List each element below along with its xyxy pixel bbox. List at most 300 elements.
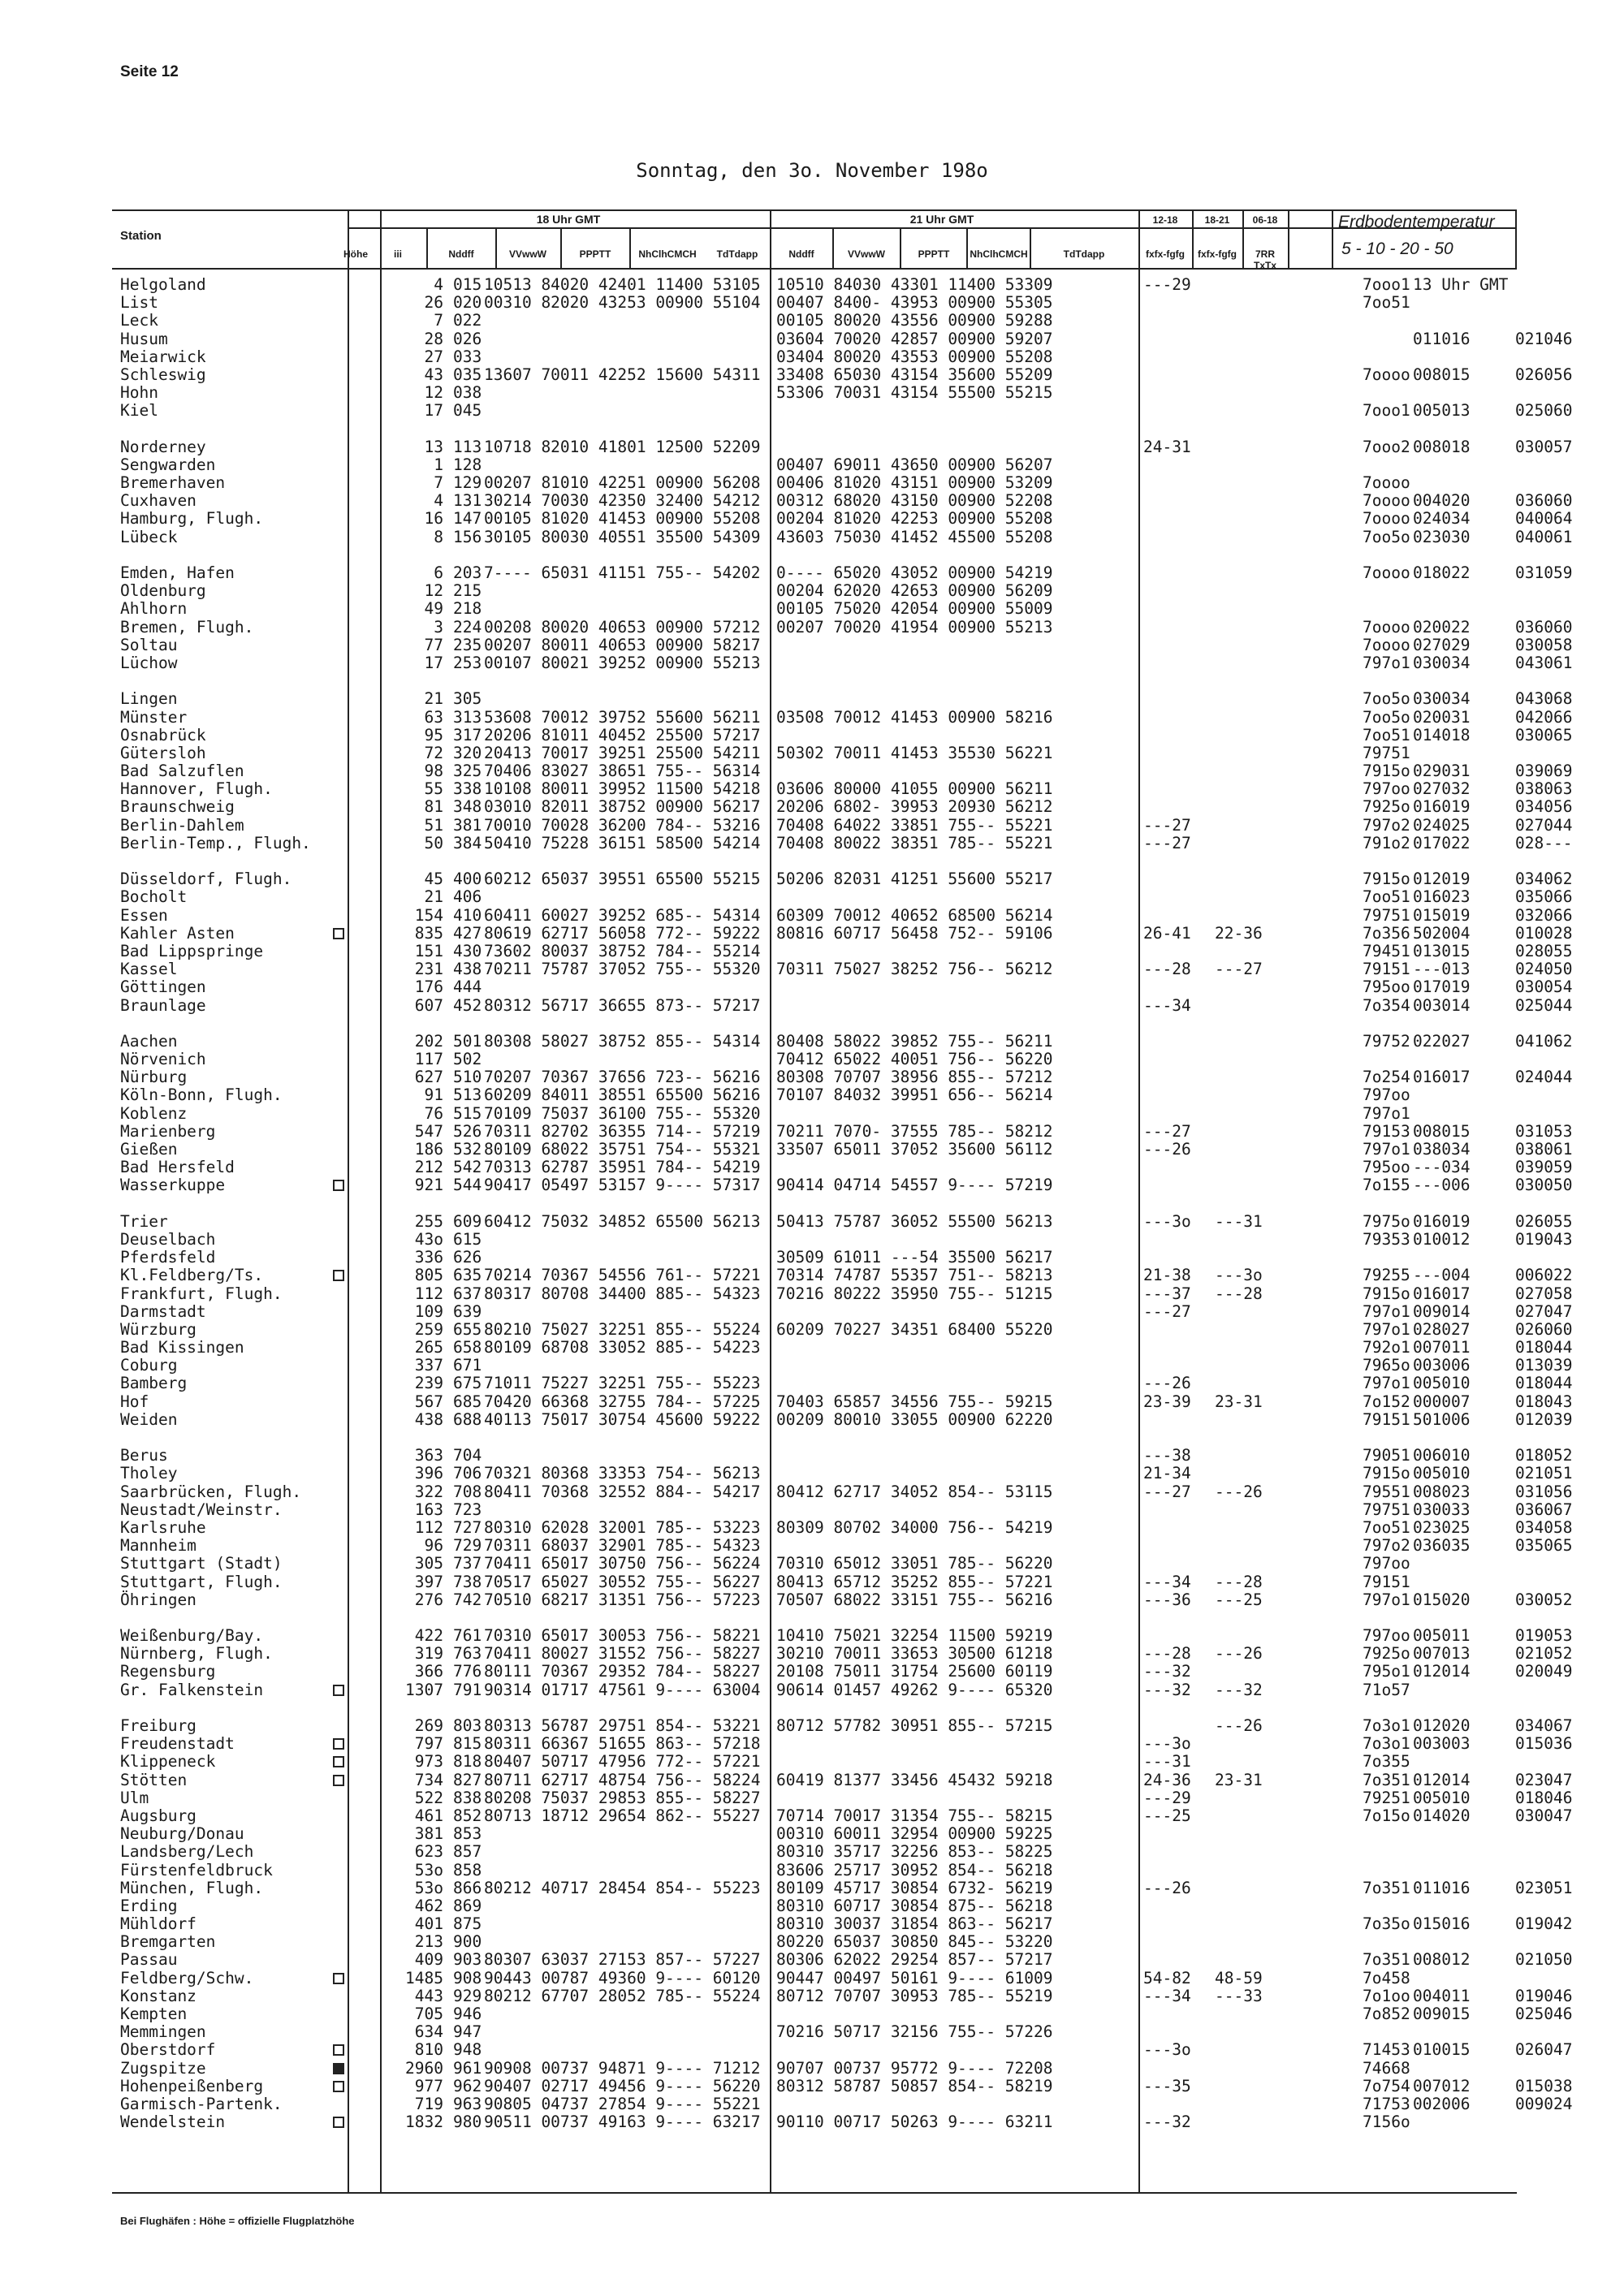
table-row bbox=[120, 905, 1573, 925]
soil-temp-a: 011016 bbox=[1413, 1878, 1471, 1897]
soil-temp-a: 008015 bbox=[1413, 1121, 1471, 1141]
obs-18-gmt: 70310 65017 30053 756-- 58221 bbox=[484, 1626, 761, 1646]
station-id: 384 bbox=[453, 833, 482, 852]
station-name: Neuburg/Donau bbox=[120, 1824, 244, 1844]
obs-18-gmt: 71011 75227 32251 755-- 55223 bbox=[484, 1374, 761, 1393]
table-row bbox=[120, 995, 1573, 1015]
table-row bbox=[120, 600, 1517, 618]
gust-12-18: ---34 bbox=[1143, 995, 1191, 1015]
station-height: 2960 bbox=[405, 2058, 443, 2078]
obs-18-gmt: 80212 67707 28052 785-- 55224 bbox=[484, 1986, 761, 2005]
soil-temp-b: 034062 bbox=[1515, 870, 1573, 889]
station-id: 908 bbox=[453, 1968, 482, 1987]
precip-06-18: 7o458 bbox=[1363, 1968, 1410, 1987]
soil-temp-a: 012014 bbox=[1413, 1662, 1471, 1681]
station-name: Weißenburg/Bay. bbox=[120, 1626, 264, 1646]
obs-18-gmt: 90443 00787 49360 9---- 60120 bbox=[484, 1968, 761, 1987]
obs-18-gmt: 70517 65027 30552 755-- 56227 bbox=[484, 1572, 761, 1591]
station-height: 337 bbox=[414, 1356, 443, 1375]
precip-06-18: 79151 bbox=[1363, 960, 1410, 979]
station-id: 639 bbox=[453, 1301, 482, 1321]
precip-06-18: 79251 bbox=[1363, 1788, 1410, 1807]
obs-21-gmt: 70507 68022 33151 755-- 56216 bbox=[776, 1590, 1053, 1609]
gust-12-18: ---32 bbox=[1143, 1680, 1191, 1699]
square-icon bbox=[333, 2081, 344, 2092]
p12-18-header: 12-18 bbox=[1152, 214, 1178, 226]
soil-temp-b: 025060 bbox=[1515, 401, 1573, 421]
station-height: 213 bbox=[414, 1932, 443, 1952]
gust-12-18: 26-41 bbox=[1143, 923, 1191, 943]
station-name: Lingen bbox=[120, 689, 178, 709]
station-height: 1832 bbox=[405, 2113, 443, 2132]
obs-21-gmt: 70412 65022 40051 756-- 56220 bbox=[776, 1050, 1053, 1069]
gust-12-18: ---26 bbox=[1143, 1374, 1191, 1393]
station-height: 53o bbox=[414, 1878, 443, 1897]
station-id: 513 bbox=[453, 1085, 482, 1105]
soil-temp-a: 012014 bbox=[1413, 1770, 1471, 1789]
station-name: Hamburg, Flugh. bbox=[120, 509, 264, 529]
station-name: Oberstdorf bbox=[120, 2040, 216, 2060]
obs-21-gmt: 80413 65712 35252 855-- 57221 bbox=[776, 1572, 1053, 1591]
obs-18-gmt: 80407 50717 47956 772-- 57221 bbox=[484, 1752, 761, 1772]
obs-21-gmt: 80408 58022 39852 755-- 56211 bbox=[776, 1031, 1053, 1051]
station-name: Kiel bbox=[120, 401, 158, 421]
station-name: Weiden bbox=[120, 1409, 178, 1429]
soil-temp-b: 030057 bbox=[1515, 437, 1573, 456]
obs-18-gmt: 80111 70367 29352 784-- 58227 bbox=[484, 1662, 761, 1681]
obs-21-gmt: 90414 04714 54557 9---- 57219 bbox=[776, 1176, 1053, 1195]
table-row bbox=[120, 348, 1517, 366]
station-id: 320 bbox=[453, 743, 482, 762]
station-id: 235 bbox=[453, 635, 482, 654]
station-height: 607 bbox=[414, 995, 443, 1015]
obs-18-gmt: 70109 75037 36100 755-- 55320 bbox=[484, 1103, 761, 1123]
station-name: Berus bbox=[120, 1446, 168, 1465]
square-icon bbox=[333, 2117, 344, 2128]
station-id: 963 bbox=[453, 2094, 482, 2113]
gust-18-21: ---3o bbox=[1215, 1266, 1263, 1285]
obs-21-gmt: 83606 25717 30952 854-- 56218 bbox=[776, 1860, 1053, 1880]
precip-06-18: 7oo5o bbox=[1363, 689, 1410, 709]
station-id: 866 bbox=[453, 1878, 482, 1897]
obs-18-gmt: 70211 75787 37052 755-- 55320 bbox=[484, 960, 761, 979]
station-name: Bad Kissingen bbox=[120, 1338, 244, 1357]
obs-21-gmt: 00312 68020 43150 00900 52208 bbox=[776, 491, 1053, 511]
soil-temp-b: 028055 bbox=[1515, 941, 1573, 960]
obs-18-gmt: 53608 70012 39752 55600 56211 bbox=[484, 707, 761, 727]
station-height: 112 bbox=[414, 1284, 443, 1303]
station-id: 325 bbox=[453, 762, 482, 781]
station-name: Schleswig bbox=[120, 365, 206, 384]
obs-21-gmt: 80310 60717 30854 875-- 56218 bbox=[776, 1896, 1053, 1915]
table-row bbox=[120, 887, 1573, 907]
hoehe-header: Höhe bbox=[343, 248, 368, 260]
station-id: 980 bbox=[453, 2113, 482, 2132]
table-row bbox=[120, 1229, 1573, 1249]
station-name: Berlin-Dahlem bbox=[120, 815, 244, 835]
square-icon bbox=[333, 1270, 344, 1281]
gust-18-21: ---25 bbox=[1215, 1590, 1263, 1609]
station-name: Osnabrück bbox=[120, 725, 206, 744]
station-name: Freudenstadt bbox=[120, 1734, 235, 1754]
station-height: 51 bbox=[424, 815, 443, 835]
table-bottom-rule bbox=[112, 2192, 1517, 2194]
soil-temp-a: 008018 bbox=[1413, 437, 1471, 456]
table-row bbox=[120, 797, 1573, 817]
soil-temp-b: 021051 bbox=[1515, 1464, 1573, 1483]
soil-temp-a: 011016 bbox=[1413, 329, 1471, 348]
erdboden-header: Erdbodentemperatur bbox=[1338, 213, 1495, 231]
obs-18-gmt: 70321 80368 33353 754-- 56213 bbox=[484, 1464, 761, 1483]
nch-header: NhClhCMCH bbox=[638, 248, 697, 260]
soil-temp-a: 010015 bbox=[1413, 2040, 1471, 2060]
station-id: 035 bbox=[453, 365, 482, 384]
table-row bbox=[120, 1986, 1573, 2005]
table-row bbox=[120, 2113, 1517, 2131]
obs-21-gmt: 33408 65030 43154 35600 55209 bbox=[776, 365, 1053, 384]
obs-21-gmt: 53306 70031 43154 55500 55215 bbox=[776, 383, 1053, 403]
table-row bbox=[120, 689, 1573, 709]
obs-21-gmt: 60309 70012 40652 68500 56214 bbox=[776, 905, 1053, 925]
station-name: Cuxhaven bbox=[120, 491, 197, 511]
station-id: 706 bbox=[453, 1464, 482, 1483]
square-icon bbox=[333, 1685, 344, 1696]
station-id: 526 bbox=[453, 1121, 482, 1141]
precip-06-18: 797o1 bbox=[1363, 653, 1410, 672]
obs-21-gmt: 50413 75787 36052 55500 56213 bbox=[776, 1211, 1053, 1231]
table-row bbox=[120, 582, 1517, 600]
station-name: Erding bbox=[120, 1896, 178, 1915]
station-height: 8 bbox=[434, 527, 443, 546]
station-name: Deuselbach bbox=[120, 1229, 216, 1249]
obs-18-gmt: 20413 70017 39251 25500 54211 bbox=[484, 743, 761, 762]
station-height: 17 bbox=[424, 401, 443, 421]
station-height: 567 bbox=[414, 1392, 443, 1411]
station-name: Koblenz bbox=[120, 1103, 188, 1123]
soil-temp-a: 008015 bbox=[1413, 365, 1471, 384]
station-name: Darmstadt bbox=[120, 1301, 206, 1321]
station-height: 381 bbox=[414, 1824, 443, 1844]
rrr-header: 7RR TxTx bbox=[1253, 248, 1276, 271]
precip-06-18: 74668 bbox=[1363, 2058, 1410, 2078]
station-id: 658 bbox=[453, 1338, 482, 1357]
table-row bbox=[120, 960, 1573, 979]
table-row bbox=[120, 815, 1573, 835]
precip-06-18: 791o2 bbox=[1363, 833, 1410, 852]
table-row bbox=[120, 1374, 1573, 1393]
station-height: 1 bbox=[434, 455, 443, 474]
soil-temp-b: 023051 bbox=[1515, 1878, 1573, 1897]
soil-temp-a: 028027 bbox=[1413, 1319, 1471, 1339]
precip-06-18: 7o852 bbox=[1363, 2005, 1410, 2023]
soil-temp-a: 030034 bbox=[1413, 653, 1471, 672]
soil-temp-a: 018022 bbox=[1413, 563, 1471, 582]
station-height: 13 bbox=[424, 437, 443, 456]
precip-06-18: 7o351 bbox=[1363, 1878, 1410, 1897]
obs-21-gmt: 70403 65857 34556 755-- 59215 bbox=[776, 1392, 1053, 1411]
soil-temp-b: 035065 bbox=[1515, 1536, 1573, 1556]
station-id: 637 bbox=[453, 1284, 482, 1303]
precip-06-18: 7o3o1 bbox=[1363, 1716, 1410, 1735]
station-id: 857 bbox=[453, 1842, 482, 1862]
table-row bbox=[120, 870, 1573, 889]
soil-temp-a: 017019 bbox=[1413, 978, 1471, 997]
station-height: 72 bbox=[424, 743, 443, 762]
precip-06-18: 7oo51 bbox=[1363, 887, 1410, 907]
obs-18-gmt: 70311 82702 36355 714-- 57219 bbox=[484, 1121, 761, 1141]
obs-21-gmt: 00207 70020 41954 00900 55213 bbox=[776, 617, 1053, 637]
soil-temp-a: ---013 bbox=[1413, 960, 1471, 979]
precip-06-18: 797oo bbox=[1363, 779, 1410, 799]
station-id: 444 bbox=[453, 978, 482, 997]
station-name: Nürburg bbox=[120, 1068, 188, 1087]
station-id: 113 bbox=[453, 437, 482, 456]
soil-temp-b: 027047 bbox=[1515, 1301, 1573, 1321]
obs-21-gmt: 0---- 65020 43052 00900 54219 bbox=[776, 563, 1053, 582]
station-name: München, Flugh. bbox=[120, 1878, 264, 1897]
station-height: 50 bbox=[424, 833, 443, 852]
precip-06-18: 79551 bbox=[1363, 1482, 1410, 1501]
gust-18-21: ---26 bbox=[1215, 1716, 1263, 1735]
station-name: Bremerhaven bbox=[120, 473, 226, 493]
station-id: 033 bbox=[453, 347, 482, 366]
soil-temp-b: 036067 bbox=[1515, 1500, 1573, 1519]
obs-18-gmt: 00107 80021 39252 00900 55213 bbox=[484, 653, 761, 672]
station-header: Station bbox=[120, 229, 162, 243]
station-height: 973 bbox=[414, 1752, 443, 1772]
gust-12-18: ---3o bbox=[1143, 2040, 1191, 2060]
precip-06-18: 7oooo bbox=[1363, 563, 1410, 582]
soil-temp-b: 036060 bbox=[1515, 617, 1573, 637]
station-height: 422 bbox=[414, 1626, 443, 1646]
vwwww-header: VVwwW bbox=[508, 248, 546, 260]
gust-18-21: ---32 bbox=[1215, 1680, 1263, 1699]
precip-06-18: 7oooo bbox=[1363, 509, 1410, 529]
row-gap bbox=[120, 852, 1517, 870]
station-id: 742 bbox=[453, 1590, 482, 1609]
soil-temp-b: 030052 bbox=[1515, 1590, 1573, 1609]
station-id: 438 bbox=[453, 960, 482, 979]
soil-temp-a: 006010 bbox=[1413, 1446, 1471, 1465]
table-row bbox=[120, 779, 1573, 799]
obs-21-gmt: 00204 62020 42653 00900 56209 bbox=[776, 581, 1053, 601]
soil-temp-b: 032066 bbox=[1515, 905, 1573, 925]
station-height: 43o bbox=[414, 1229, 443, 1249]
obs-18-gmt: 60412 75032 34852 65500 56213 bbox=[484, 1211, 761, 1231]
station-name: Wasserkuppe bbox=[120, 1176, 226, 1195]
soil-temp-b: 039069 bbox=[1515, 762, 1573, 781]
gust-12-18: ---26 bbox=[1143, 1140, 1191, 1159]
filled-square-icon bbox=[333, 2063, 344, 2074]
station-height: 76 bbox=[424, 1103, 443, 1123]
station-id: 022 bbox=[453, 311, 482, 330]
station-id: 803 bbox=[453, 1716, 482, 1735]
table-row bbox=[120, 1051, 1517, 1068]
obs-21-gmt: 80310 35717 32256 853-- 58225 bbox=[776, 1842, 1053, 1862]
obs-21-gmt: 80306 62022 29254 857-- 57217 bbox=[776, 1950, 1053, 1970]
station-name: Wendelstein bbox=[120, 2113, 226, 2132]
station-height: 462 bbox=[414, 1896, 443, 1915]
station-name: Norderney bbox=[120, 437, 206, 456]
precip-06-18: 7965o bbox=[1363, 1356, 1410, 1375]
obs-21-gmt: 00204 81020 42253 00900 55208 bbox=[776, 509, 1053, 529]
obs-21-gmt: 80712 70707 30953 785-- 55219 bbox=[776, 1986, 1053, 2005]
gust-12-18: ---34 bbox=[1143, 1986, 1191, 2005]
gust-12-18: ---27 bbox=[1143, 815, 1191, 835]
soil-temp-a: 016019 bbox=[1413, 1211, 1471, 1231]
table-row bbox=[120, 1716, 1573, 1735]
obs-21-gmt: 80220 65037 30850 845-- 53220 bbox=[776, 1932, 1053, 1952]
station-height: 805 bbox=[414, 1266, 443, 1285]
square-icon bbox=[333, 1775, 344, 1786]
station-id: 609 bbox=[453, 1211, 482, 1231]
table-row bbox=[120, 1788, 1573, 1807]
obs-18-gmt: 80210 75027 32251 855-- 55224 bbox=[484, 1319, 761, 1339]
header-divider bbox=[770, 209, 771, 270]
station-height: 627 bbox=[414, 1068, 443, 1087]
soil-temp-b: 027044 bbox=[1515, 815, 1573, 835]
row-gap bbox=[120, 672, 1517, 690]
station-id: 929 bbox=[453, 1986, 482, 2005]
station-id: 763 bbox=[453, 1644, 482, 1664]
soil-temp-b: 030065 bbox=[1515, 725, 1573, 744]
table-row bbox=[120, 1031, 1573, 1051]
precip-06-18: 7975o bbox=[1363, 1211, 1410, 1231]
table-row bbox=[120, 527, 1573, 546]
station-name: Memmingen bbox=[120, 2022, 206, 2042]
precip-06-18: 7oo5o bbox=[1363, 707, 1410, 727]
square-icon bbox=[333, 928, 344, 939]
station-id: 947 bbox=[453, 2022, 482, 2042]
obs-18-gmt: 80312 56717 36655 873-- 57217 bbox=[484, 995, 761, 1015]
soil-temp-a: 007012 bbox=[1413, 2076, 1471, 2095]
station-height: 322 bbox=[414, 1482, 443, 1501]
station-height: 734 bbox=[414, 1770, 443, 1789]
station-height: 77 bbox=[424, 635, 443, 654]
precip-06-18: 7o351 bbox=[1363, 1770, 1410, 1789]
precip-06-18: 7oo51 bbox=[1363, 1517, 1410, 1537]
station-name: Emden, Hafen bbox=[120, 563, 235, 582]
soil-temp-a: 502004 bbox=[1413, 923, 1471, 943]
station-height: 186 bbox=[414, 1140, 443, 1159]
station-height: 7 bbox=[434, 311, 443, 330]
station-height: 259 bbox=[414, 1319, 443, 1339]
obs-18-gmt: 70420 66368 32755 784-- 57225 bbox=[484, 1392, 761, 1411]
square-icon bbox=[333, 1973, 344, 1984]
precip-06-18: 797o1 bbox=[1363, 1301, 1410, 1321]
table-row bbox=[120, 635, 1573, 654]
precip-06-18: 79153 bbox=[1363, 1121, 1410, 1141]
table-row bbox=[120, 1590, 1573, 1609]
soil-temp-b: 041062 bbox=[1515, 1031, 1573, 1051]
soil-temp-a: 13 Uhr GMT bbox=[1413, 275, 1509, 294]
station-name: Essen bbox=[120, 905, 168, 925]
soil-temp-b: 034067 bbox=[1515, 1716, 1573, 1735]
precip-06-18: 7oooo bbox=[1363, 617, 1410, 637]
soil-temp-a: 015016 bbox=[1413, 1914, 1471, 1934]
table-row bbox=[120, 1753, 1517, 1771]
station-id: 147 bbox=[453, 509, 482, 529]
station-height: 117 bbox=[414, 1050, 443, 1069]
soil-temp-b: 006022 bbox=[1515, 1266, 1573, 1285]
soil-temp-a: ---004 bbox=[1413, 1266, 1471, 1285]
obs-21-gmt: 00105 75020 42054 00900 55009 bbox=[776, 599, 1053, 619]
soil-temp-a: 007011 bbox=[1413, 1338, 1471, 1357]
station-id: 129 bbox=[453, 473, 482, 493]
station-height: 49 bbox=[424, 599, 443, 619]
station-height: 26 bbox=[424, 293, 443, 313]
station-name: Kahler Asten bbox=[120, 923, 235, 943]
station-height: 231 bbox=[414, 960, 443, 979]
soil-temp-b: 019042 bbox=[1515, 1914, 1573, 1934]
station-name: Münster bbox=[120, 707, 188, 727]
obs-18-gmt: 90417 05497 53157 9---- 57317 bbox=[484, 1176, 761, 1195]
soil-temp-a: 014020 bbox=[1413, 1806, 1471, 1825]
table-row bbox=[120, 617, 1573, 637]
gust-12-18: ---31 bbox=[1143, 1752, 1191, 1772]
precip-06-18: 7oo5o bbox=[1363, 527, 1410, 546]
gust-12-18: ---27 bbox=[1143, 1482, 1191, 1501]
station-id: 948 bbox=[453, 2040, 482, 2060]
station-name: Lüchow bbox=[120, 653, 178, 672]
station-height: 3 bbox=[434, 617, 443, 637]
soil-temp-b: 043068 bbox=[1515, 689, 1573, 709]
obs-21-gmt: 03604 70020 42857 00900 59207 bbox=[776, 329, 1053, 348]
soil-temp-a: 024025 bbox=[1413, 815, 1471, 835]
table-row bbox=[120, 1770, 1573, 1789]
obs-21-gmt: 80712 57782 30951 855-- 57215 bbox=[776, 1716, 1053, 1735]
precip-06-18: 7925o bbox=[1363, 1644, 1410, 1664]
station-height: 12 bbox=[424, 383, 443, 403]
table-row bbox=[120, 1140, 1573, 1159]
station-height: 810 bbox=[414, 2040, 443, 2060]
station-height: 63 bbox=[424, 707, 443, 727]
station-height: 12 bbox=[424, 581, 443, 601]
station-height: 547 bbox=[414, 1121, 443, 1141]
station-name: Meiarwick bbox=[120, 347, 206, 366]
station-height: 81 bbox=[424, 797, 443, 817]
table-row bbox=[120, 1914, 1573, 1934]
station-id: 852 bbox=[453, 1806, 482, 1825]
soil-temp-b: 030054 bbox=[1515, 978, 1573, 997]
station-name: Garmisch-Partenk. bbox=[120, 2094, 283, 2113]
soil-temp-b: 026060 bbox=[1515, 1319, 1573, 1339]
soil-temp-b: 021050 bbox=[1515, 1950, 1573, 1970]
station-height: 28 bbox=[424, 329, 443, 348]
table-row bbox=[120, 401, 1573, 421]
station-height: 45 bbox=[424, 870, 443, 889]
obs-18-gmt: 73602 80037 38752 784-- 55214 bbox=[484, 941, 761, 960]
station-id: 723 bbox=[453, 1500, 482, 1519]
soil-temp-b: 015036 bbox=[1515, 1734, 1573, 1754]
station-id: 215 bbox=[453, 581, 482, 601]
precip-06-18: 7o155 bbox=[1363, 1176, 1410, 1195]
station-name: Oldenburg bbox=[120, 581, 206, 601]
obs-18-gmt: 70406 83027 38651 755-- 56314 bbox=[484, 762, 761, 781]
table-row bbox=[120, 1662, 1573, 1681]
soil-temp-a: 024034 bbox=[1413, 509, 1471, 529]
obs-18-gmt: 13607 70011 42252 15600 54311 bbox=[484, 365, 761, 384]
obs-21-gmt: 03404 80020 43553 00900 55208 bbox=[776, 347, 1053, 366]
obs-18-gmt: 80313 56787 29751 854-- 53221 bbox=[484, 1716, 761, 1735]
gust-18-21: ---28 bbox=[1215, 1572, 1263, 1591]
soil-temp-a: 027029 bbox=[1413, 635, 1471, 654]
precip-06-18: 797oo bbox=[1363, 1554, 1410, 1573]
soil-temp-b: 028--- bbox=[1515, 833, 1573, 852]
station-height: 921 bbox=[414, 1176, 443, 1195]
station-name: Hof bbox=[120, 1392, 149, 1411]
station-name: Freiburg bbox=[120, 1716, 197, 1735]
